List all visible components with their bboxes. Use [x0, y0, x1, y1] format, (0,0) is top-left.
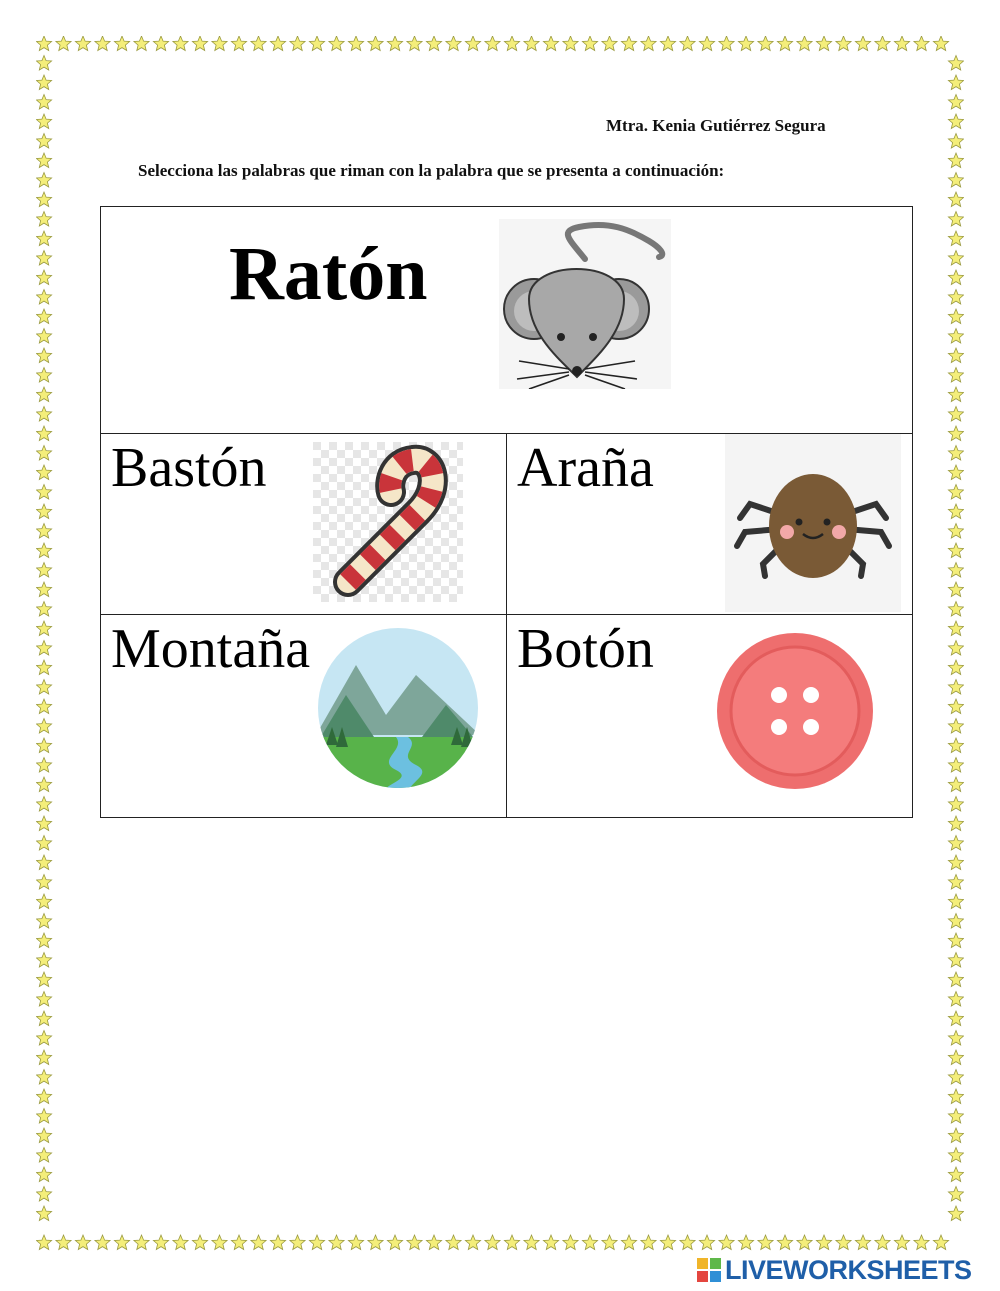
border-star-icon: [36, 1206, 51, 1221]
border-star-icon: [36, 309, 51, 324]
border-star-icon: [948, 914, 963, 929]
border-star-icon: [95, 1235, 110, 1250]
option-word-arana: Araña: [517, 437, 654, 499]
border-star-icon: [582, 1235, 597, 1250]
border-star-icon: [948, 368, 963, 383]
border-star-icon: [948, 212, 963, 227]
border-star-icon: [948, 543, 963, 558]
border-star-icon: [407, 36, 422, 51]
border-star-icon: [387, 36, 402, 51]
border-star-icon: [36, 153, 51, 168]
border-star-icon: [485, 1235, 500, 1250]
border-star-icon: [948, 1089, 963, 1104]
border-star-icon: [948, 114, 963, 129]
border-star-icon: [543, 1235, 558, 1250]
border-star-icon: [192, 1235, 207, 1250]
border-star-icon: [290, 1235, 305, 1250]
border-star-icon: [948, 1167, 963, 1182]
border-star-icon: [75, 1235, 90, 1250]
border-star-icon: [36, 56, 51, 71]
spider-icon: [725, 434, 901, 612]
border-star-icon: [36, 114, 51, 129]
border-star-icon: [524, 36, 539, 51]
border-star-icon: [948, 231, 963, 246]
border-star-icon: [251, 1235, 266, 1250]
border-star-icon: [36, 1089, 51, 1104]
border-star-icon: [56, 1235, 71, 1250]
border-star-icon: [36, 894, 51, 909]
border-star-icon: [36, 738, 51, 753]
border-star-icon: [192, 36, 207, 51]
border-star-icon: [36, 1167, 51, 1182]
border-star-icon: [855, 36, 870, 51]
border-star-icon: [699, 1235, 714, 1250]
border-star-icon: [251, 36, 266, 51]
border-star-icon: [948, 290, 963, 305]
border-star-icon: [948, 1148, 963, 1163]
border-star-icon: [114, 1235, 129, 1250]
border-star-icon: [738, 1235, 753, 1250]
border-star-icon: [855, 1235, 870, 1250]
border-star-icon: [36, 914, 51, 929]
border-star-icon: [426, 1235, 441, 1250]
border-star-icon: [309, 36, 324, 51]
border-star-icon: [36, 933, 51, 948]
border-star-icon: [948, 387, 963, 402]
border-star-icon: [290, 36, 305, 51]
option-word-boton: Botón: [517, 618, 654, 680]
border-star-icon: [36, 134, 51, 149]
border-star-icon: [875, 1235, 890, 1250]
border-star-icon: [602, 36, 617, 51]
border-star-icon: [948, 251, 963, 266]
border-star-icon: [270, 1235, 285, 1250]
border-star-icon: [36, 1148, 51, 1163]
border-star-icon: [948, 192, 963, 207]
option-baston[interactable]: [101, 434, 507, 615]
border-star-icon: [948, 270, 963, 285]
border-star-icon: [948, 660, 963, 675]
target-word: Ratón: [229, 232, 428, 316]
border-star-icon: [36, 504, 51, 519]
mountain-landscape-icon: [316, 625, 480, 791]
border-star-icon: [36, 407, 51, 422]
candy-cane-icon: [313, 442, 463, 602]
border-star-icon: [36, 680, 51, 695]
border-star-icon: [36, 855, 51, 870]
border-star-icon: [36, 75, 51, 90]
border-star-icon: [56, 36, 71, 51]
border-star-icon: [948, 699, 963, 714]
border-star-icon: [36, 836, 51, 851]
border-star-icon: [948, 875, 963, 890]
border-star-icon: [36, 992, 51, 1007]
border-star-icon: [948, 797, 963, 812]
border-star-icon: [36, 290, 51, 305]
option-word-montana: Montaña: [111, 618, 311, 680]
border-star-icon: [446, 1235, 461, 1250]
border-star-icon: [948, 134, 963, 149]
border-star-icon: [948, 504, 963, 519]
border-star-icon: [36, 212, 51, 227]
brand-name: LIVEWORKSHEETS: [725, 1254, 972, 1285]
border-star-icon: [36, 1109, 51, 1124]
rhyme-table: [100, 206, 913, 818]
border-star-icon: [36, 582, 51, 597]
border-star-icon: [699, 36, 714, 51]
border-star-icon: [270, 36, 285, 51]
border-star-icon: [36, 1070, 51, 1085]
border-star-icon: [948, 173, 963, 188]
border-star-icon: [797, 1235, 812, 1250]
border-star-icon: [212, 36, 227, 51]
option-boton[interactable]: [507, 615, 912, 817]
option-word-baston: Bastón: [111, 437, 267, 499]
option-montana[interactable]: [101, 615, 507, 817]
border-star-icon: [485, 36, 500, 51]
border-star-icon: [738, 36, 753, 51]
border-star-icon: [36, 1187, 51, 1202]
border-star-icon: [36, 465, 51, 480]
border-star-icon: [36, 485, 51, 500]
border-star-icon: [36, 972, 51, 987]
border-star-icon: [153, 36, 168, 51]
border-star-icon: [36, 777, 51, 792]
border-star-icon: [948, 1011, 963, 1026]
border-star-icon: [36, 524, 51, 539]
border-star-icon: [933, 36, 948, 51]
border-star-icon: [948, 153, 963, 168]
border-star-icon: [836, 1235, 851, 1250]
border-star-icon: [948, 1070, 963, 1085]
border-star-icon: [36, 329, 51, 344]
border-star-icon: [948, 1128, 963, 1143]
border-star-icon: [777, 1235, 792, 1250]
border-star-icon: [948, 836, 963, 851]
border-star-icon: [948, 582, 963, 597]
border-star-icon: [948, 1050, 963, 1065]
border-star-icon: [948, 602, 963, 617]
border-star-icon: [948, 524, 963, 539]
border-star-icon: [36, 251, 51, 266]
border-star-icon: [36, 1128, 51, 1143]
border-star-icon: [948, 738, 963, 753]
border-star-icon: [36, 348, 51, 363]
border-star-icon: [231, 1235, 246, 1250]
border-star-icon: [948, 1206, 963, 1221]
border-star-icon: [36, 387, 51, 402]
border-star-icon: [524, 1235, 539, 1250]
border-star-icon: [621, 36, 636, 51]
border-star-icon: [948, 485, 963, 500]
border-star-icon: [329, 36, 344, 51]
border-star-icon: [134, 1235, 149, 1250]
border-star-icon: [426, 36, 441, 51]
border-star-icon: [36, 1050, 51, 1065]
border-star-icon: [36, 758, 51, 773]
border-star-icon: [348, 1235, 363, 1250]
border-star-icon: [36, 953, 51, 968]
border-star-icon: [914, 1235, 929, 1250]
border-star-icon: [75, 36, 90, 51]
border-star-icon: [777, 36, 792, 51]
border-star-icon: [948, 933, 963, 948]
border-star-icon: [387, 1235, 402, 1250]
border-star-icon: [816, 36, 831, 51]
border-star-icon: [465, 36, 480, 51]
border-star-icon: [894, 36, 909, 51]
border-star-icon: [875, 36, 890, 51]
border-star-icon: [948, 641, 963, 656]
border-star-icon: [948, 855, 963, 870]
border-star-icon: [797, 36, 812, 51]
instruction-text: Selecciona las palabras que riman con la palabra que se presenta a continuación:: [138, 161, 725, 180]
border-star-icon: [948, 563, 963, 578]
border-star-icon: [948, 953, 963, 968]
border-star-icon: [582, 36, 597, 51]
border-star-icon: [641, 36, 656, 51]
border-star-icon: [836, 36, 851, 51]
border-star-icon: [948, 972, 963, 987]
border-star-icon: [36, 1031, 51, 1046]
border-star-icon: [948, 1109, 963, 1124]
target-word-cell: [101, 207, 912, 434]
border-star-icon: [680, 36, 695, 51]
border-star-icon: [948, 1187, 963, 1202]
border-star-icon: [680, 1235, 695, 1250]
border-star-icon: [948, 426, 963, 441]
border-star-icon: [948, 95, 963, 110]
border-star-icon: [465, 1235, 480, 1250]
border-star-icon: [948, 309, 963, 324]
border-star-icon: [212, 1235, 227, 1250]
border-star-icon: [36, 368, 51, 383]
border-star-icon: [504, 1235, 519, 1250]
border-star-icon: [621, 1235, 636, 1250]
border-star-icon: [36, 621, 51, 636]
border-star-icon: [641, 1235, 656, 1250]
mouse-icon: [499, 219, 671, 389]
border-star-icon: [948, 816, 963, 831]
border-star-icon: [948, 758, 963, 773]
border-star-icon: [894, 1235, 909, 1250]
border-star-icon: [231, 36, 246, 51]
border-star-icon: [816, 1235, 831, 1250]
border-star-icon: [948, 329, 963, 344]
border-star-icon: [948, 446, 963, 461]
border-star-icon: [173, 36, 188, 51]
border-star-icon: [153, 1235, 168, 1250]
border-star-icon: [36, 1235, 51, 1250]
border-star-icon: [719, 1235, 734, 1250]
border-star-icon: [660, 36, 675, 51]
border-star-icon: [36, 563, 51, 578]
border-star-icon: [36, 95, 51, 110]
border-star-icon: [36, 660, 51, 675]
border-star-icon: [36, 173, 51, 188]
border-star-icon: [36, 641, 51, 656]
border-star-icon: [36, 36, 51, 51]
border-star-icon: [948, 719, 963, 734]
border-star-icon: [719, 36, 734, 51]
border-star-icon: [36, 543, 51, 558]
button-icon: [707, 623, 893, 809]
border-star-icon: [948, 621, 963, 636]
border-star-icon: [948, 777, 963, 792]
border-star-icon: [758, 36, 773, 51]
author-name: Mtra. Kenia Gutiérrez Segura: [606, 116, 826, 135]
border-star-icon: [368, 1235, 383, 1250]
border-star-icon: [563, 1235, 578, 1250]
border-star-icon: [948, 407, 963, 422]
border-star-icon: [948, 1031, 963, 1046]
border-star-icon: [329, 1235, 344, 1250]
border-star-icon: [933, 1235, 948, 1250]
border-star-icon: [36, 192, 51, 207]
border-star-icon: [602, 1235, 617, 1250]
border-star-icon: [36, 270, 51, 285]
border-star-icon: [504, 36, 519, 51]
border-star-icon: [36, 1011, 51, 1026]
liveworksheets-logo-icon: [697, 1258, 721, 1282]
border-star-icon: [948, 680, 963, 695]
border-star-icon: [948, 348, 963, 363]
border-star-icon: [407, 1235, 422, 1250]
border-star-icon: [660, 1235, 675, 1250]
border-star-icon: [36, 875, 51, 890]
border-star-icon: [543, 36, 558, 51]
border-star-icon: [446, 36, 461, 51]
border-star-icon: [948, 465, 963, 480]
liveworksheets-logo: [697, 1255, 972, 1285]
option-arana[interactable]: [507, 434, 912, 615]
border-star-icon: [948, 75, 963, 90]
border-star-icon: [36, 602, 51, 617]
border-star-icon: [134, 36, 149, 51]
border-star-icon: [914, 36, 929, 51]
border-star-icon: [348, 36, 363, 51]
border-star-icon: [368, 36, 383, 51]
border-star-icon: [36, 426, 51, 441]
border-star-icon: [948, 56, 963, 71]
border-star-icon: [114, 36, 129, 51]
border-star-icon: [948, 992, 963, 1007]
border-star-icon: [36, 699, 51, 714]
border-star-icon: [173, 1235, 188, 1250]
border-star-icon: [563, 36, 578, 51]
border-star-icon: [309, 1235, 324, 1250]
border-star-icon: [95, 36, 110, 51]
border-star-icon: [36, 231, 51, 246]
border-star-icon: [36, 719, 51, 734]
border-star-icon: [36, 797, 51, 812]
border-star-icon: [36, 816, 51, 831]
border-star-icon: [758, 1235, 773, 1250]
border-star-icon: [36, 446, 51, 461]
border-star-icon: [948, 894, 963, 909]
